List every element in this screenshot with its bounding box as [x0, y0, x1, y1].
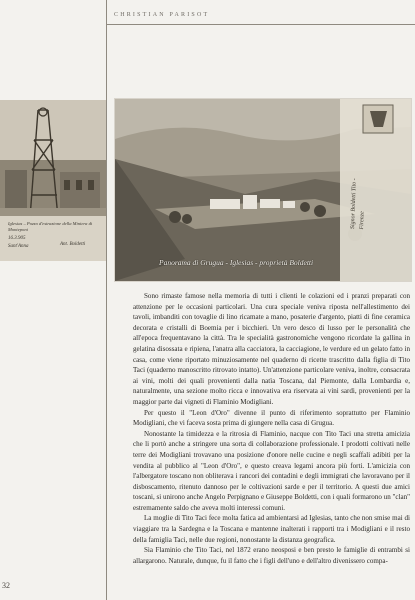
paragraph-1: Sono rimaste famose nella memoria di tutti i clienti le colazioni ed i pranzi preparati con attenzione per le occasioni particolari. Una cura speciale veniva riposta nell'allestimento dei tavoli, imbanditi con tovaglie di lino ricamate a mano, posaterie d'argento, piatti di fine ceramica decorata e cristalli di Boemia per i bicchieri. Un vero desco di lusso per le personalità che all'epoca frequentavano la città. Tra le specialità gastronomiche vengono ricordate la gallina in gelatina disossata e ripiena, l'anatra alla cacciatora, la cacciagione, le verdure ed un gelato fatto in casa, come viene riportato minuziosamente nel quaderno di ricette trascritto dalla figlia di Tito Taci (quaderno manoscritto ritrovato intatto). Un'attenzione particolare veniva, inoltre, consacrata ai vini, molti dei quali provenienti dalla natìa Toscana, dal Piemonte, dalla Lombardia e, naturalmente, una sezione molto ricca e innovativa era riservata ai vini sardi, provenienti per la maggior parte dai vigneti di Flaminio Modigliani.	[133, 292, 410, 406]
postcard-signature-right: Ant. Boldetti	[60, 242, 86, 247]
postcard-date: 16.3.905	[8, 236, 26, 241]
paragraph-2: Per questo il "Leon d'Oro" divenne il punto di riferimento soprattutto per Flaminio Modigliani, che vi faceva sosta prima di giungere nella casa di Grugua.	[133, 408, 410, 428]
grugua-panorama-photo	[114, 98, 412, 282]
postcard-signature-left: Sant'Anna	[8, 244, 29, 249]
paragraph-4: La moglie di Tito Taci fece molta fatica ad ambientarsi ad Iglesias, tanto che non smise mai di viaggiare tra la Sardegna e la Toscana e mantenne inalterati i rapporti tra i Modigliani e il resto della famiglia Taci, nelle due regioni, nonostante la distanza geografica.	[133, 514, 410, 544]
header-rule	[106, 24, 415, 25]
margin-rule	[106, 0, 107, 600]
mine-postcard-photo	[0, 100, 106, 261]
page-number: 32	[2, 581, 10, 590]
body-text	[133, 291, 410, 566]
running-head: CHRISTIAN PARISOT	[114, 12, 210, 18]
paragraph-5: Sia Flaminio che Tito Taci, nel 1872 erano neosposi e ben presto le famiglie di entrambi si allargarono. Naturale, dunque, fu il fatto che i figli dell'uno e dell'altro divenissero compa-	[133, 546, 410, 565]
postcard-handwriting: Signor Boldetti Tito - Firenze	[349, 178, 366, 230]
mine-photo-caption: Iglesias – Pozzo d'estrazione della Miniera di Monteponi	[8, 221, 93, 232]
paragraph-3: Nonostante la timidezza e la ritrosia di Flaminio, nacque con Tito Taci una stretta amicizia che li portò anche a stringere una sorta di collaborazione professionale. I prodotti coltivati nelle terre dei Modigliani trovavano una posizione d'onore nelle cucine e negli scaffali adibiti per la vendita al pubblico al "Leon d'Oro", e questo creava legami ancora più forti. L'amicizia con l'albergatore toscano non obliterava i rancori dei contadini e degli immigrati che lavoravano per il disboscamento, ritenuto dannoso per le coltivazioni sarde e per il territorio. A questi due amici toscani, si unirono anche Angelo Perpignano e Giuseppe Boldetti, con i quali formarono un "clan" estremamente saldo che aveva molti interessi comuni.	[133, 429, 410, 512]
panorama-caption: Panorama di Grugua - Iglesias - proprietà Boldetti	[159, 258, 314, 267]
